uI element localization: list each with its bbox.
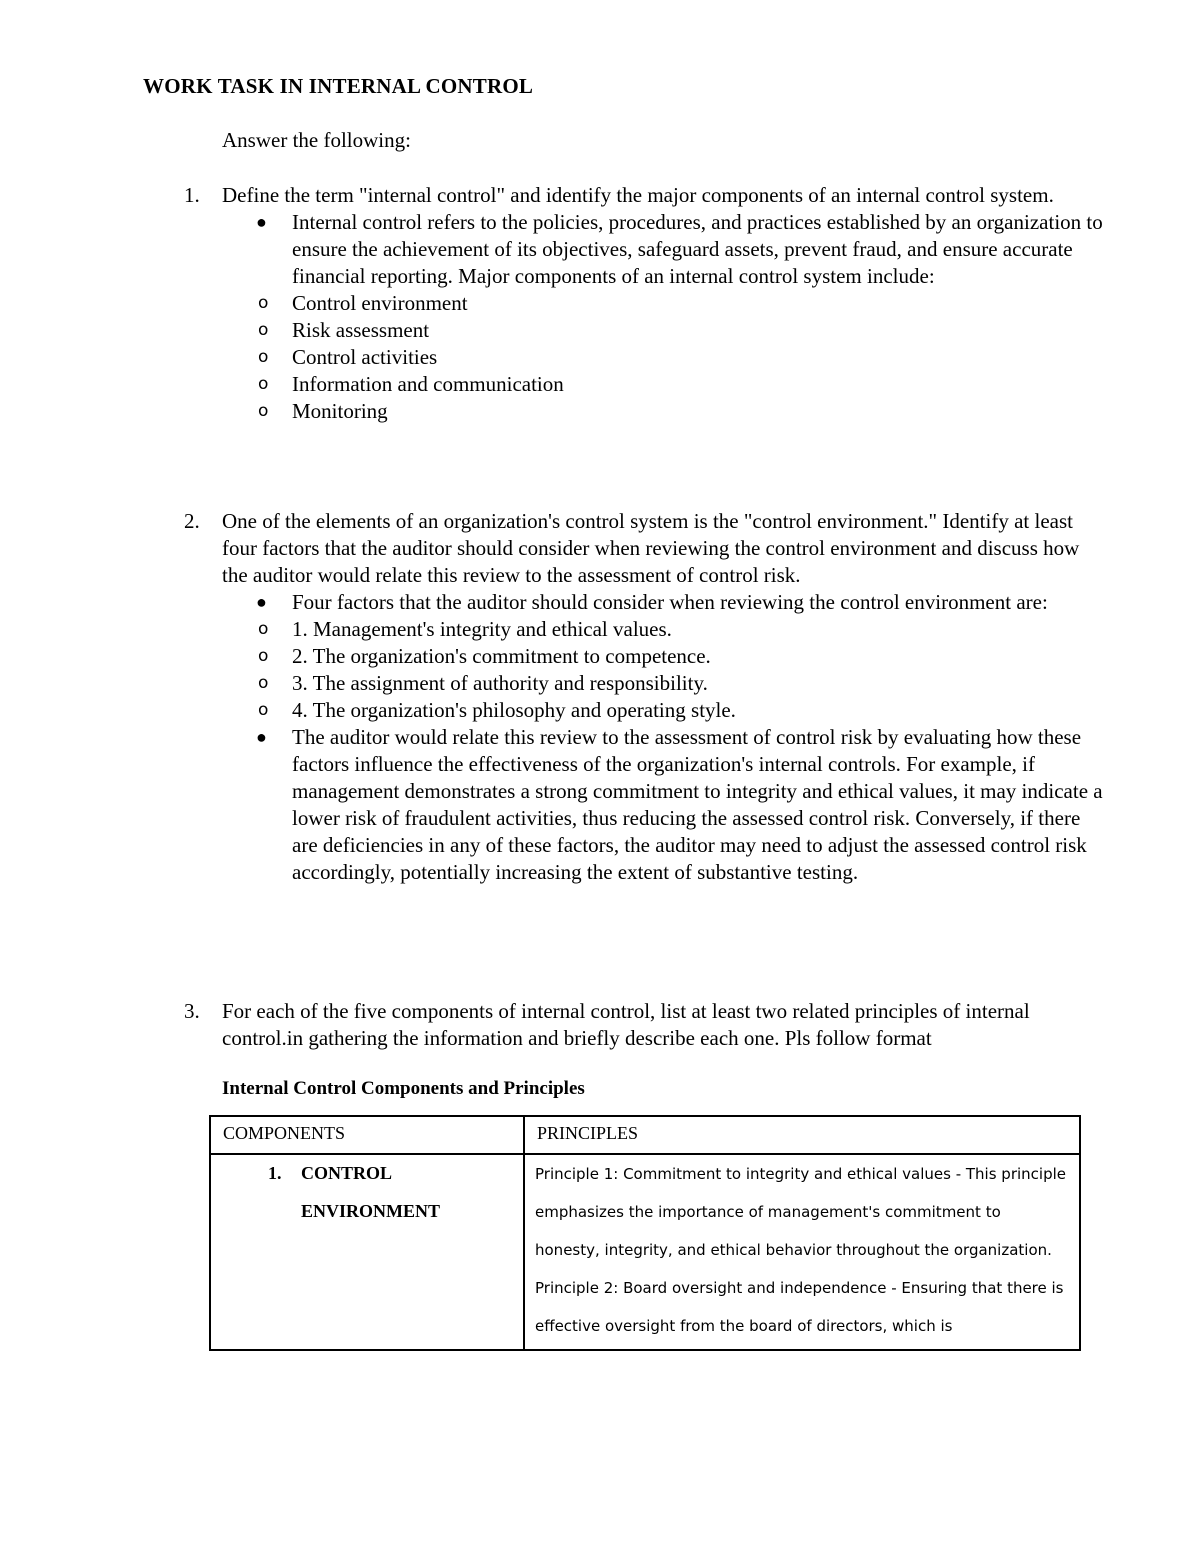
question-number: 3. xyxy=(184,999,200,1023)
list-item: o Information and communication xyxy=(258,372,564,396)
list-item: o 4. The organization's philosophy and operating style. xyxy=(258,698,736,722)
question-2 xyxy=(184,508,1104,886)
question-text: Define the term "internal control" and identify the major components of an internal control system. xyxy=(222,183,1054,207)
answer-bullet xyxy=(256,589,1104,616)
question-3 xyxy=(184,998,1104,1052)
question-1 xyxy=(184,182,1104,425)
list-item: o Control environment xyxy=(258,291,468,315)
circle-bullet-icon: o xyxy=(258,619,269,639)
answer-bullet xyxy=(256,724,1104,886)
table-row xyxy=(210,1154,1080,1350)
circle-bullet-icon: o xyxy=(258,700,269,720)
question-number: 1. xyxy=(184,183,200,207)
intro-text: Answer the following: xyxy=(222,128,411,152)
list-item: o 3. The assignment of authority and responsibility. xyxy=(258,671,708,695)
bullet-icon: ● xyxy=(256,212,267,232)
principle-item: Principle 1: Commitment to integrity and ethical values - This principle emphasizes the importance of management's commitment to honesty, integrity, and ethical behavior throughout the organization. xyxy=(535,1165,1066,1259)
components-principles-table xyxy=(209,1115,1081,1351)
question-text: For each of the five components of internal control, list at least two related principles of internal control.in gathering the information and briefly describe each one. Pls follow format xyxy=(222,999,1030,1050)
list-item: o 2. The organization's commitment to competence. xyxy=(258,644,711,668)
question-number: 2. xyxy=(184,509,200,533)
circle-bullet-icon: o xyxy=(258,293,269,313)
document-title: WORK TASK IN INTERNAL CONTROL xyxy=(143,74,534,98)
table-title: Internal Control Components and Principles xyxy=(222,1078,585,1099)
answer-text: The auditor would relate this review to the assessment of control risk by evaluating how these factors influence the effectiveness of the organization's internal controls. For example, if management demonstrates a strong commitment to integrity and ethical values, it may indicate a lower risk of fraudulent activities, thus reducing the assessed control risk. Conversely, if there are deficiencies in any of these factors, the auditor may need to adjust the assessed control risk accordingly, potentially increasing the extent of substantive testing. xyxy=(292,725,1103,884)
list-item: o 1. Management's integrity and ethical values. xyxy=(258,617,672,641)
header-principles: PRINCIPLES xyxy=(524,1116,1080,1154)
principles-cell xyxy=(524,1154,1080,1350)
answer-text: Four factors that the auditor should consider when reviewing the control environment are: xyxy=(292,590,1048,614)
header-components: COMPONENTS xyxy=(210,1116,524,1154)
component-name: CONTROL ENVIRONMENT xyxy=(301,1163,441,1221)
circle-bullet-icon: o xyxy=(258,347,269,367)
table-header-row xyxy=(210,1116,1080,1154)
bullet-icon: ● xyxy=(256,727,267,747)
list-item: o Monitoring xyxy=(258,399,388,423)
circle-bullet-icon: o xyxy=(258,673,269,693)
answer-text: Internal control refers to the policies, procedures, and practices established by an organization to ensure the achievement of its objectives, safeguard assets, prevent fraud, and ensure accurate financial reporting. Major components of an internal control system include: xyxy=(292,210,1103,288)
component-cell xyxy=(210,1154,524,1350)
circle-bullet-icon: o xyxy=(258,374,269,394)
bullet-icon: ● xyxy=(256,592,267,612)
answer-bullet xyxy=(256,209,1104,290)
question-text: One of the elements of an organization's control system is the "control environment." Identify at least four factors that the auditor should consider when reviewing the control environment and discuss how the auditor would relate this review to the assessment of control risk. xyxy=(222,509,1080,587)
circle-bullet-icon: o xyxy=(258,646,269,666)
principle-item: Principle 2: Board oversight and independence - Ensuring that there is effective oversight from the board of directors, which is xyxy=(535,1279,1064,1335)
circle-bullet-icon: o xyxy=(258,401,269,421)
list-item: o Control activities xyxy=(258,345,438,369)
circle-bullet-icon: o xyxy=(258,320,269,340)
list-item: o Risk assessment xyxy=(258,318,430,342)
component-number: 1. xyxy=(268,1163,282,1183)
